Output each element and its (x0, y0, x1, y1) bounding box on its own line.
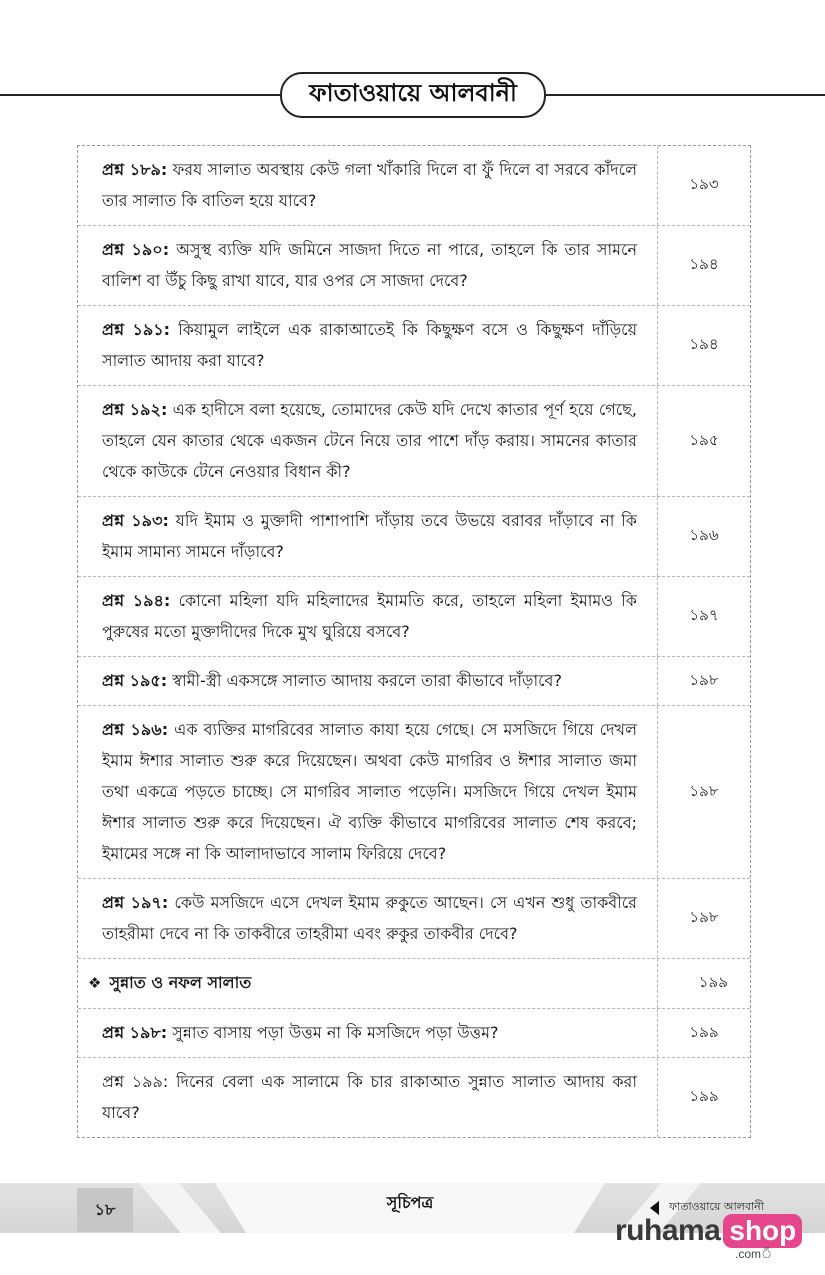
toc-row[interactable] (78, 146, 750, 226)
page-ref: ১৯৬ (689, 526, 719, 544)
toc-row[interactable] (78, 706, 750, 879)
question-text: কিয়ামুল লাইলে এক রাকাআতেই কি কিছুক্ষণ বসে ও কিছুক্ষণ দাঁড়িয়ে সালাত আদায় করা যাবে? (102, 320, 637, 370)
question-text: সুন্নাত বাসায় পড়া উত্তম না কি মসজিদে পড়া উত্তম? (167, 1023, 499, 1042)
page-ref: ১৯৪ (689, 255, 719, 273)
question-number: প্রশ্ন ১৯০: (102, 240, 170, 259)
question-text: অসুস্থ ব্যক্তি যদি জমিনে সাজদা দিতে না পারে, তাহলে কি তার সামনে বালিশ বা উঁচু কিছু রাখা যাবে, যার ওপর সে সাজদা দেবে? (102, 240, 638, 290)
arrow-left-icon (650, 1201, 659, 1215)
question-text: দিনের বেলা এক সালামে কি চার রাকাআত সুন্নাত সালাত আদায় করা যাবে? (102, 1072, 637, 1122)
question-text: কেউ মসজিদে এসে দেখল ইমাম রুকুতে আছেন। সে এখন শুধু তাকবীরে তাহরীমা দেবে না কি তাকবীরে তাহরীমা এবং রুকুর তাকবীর দেবে? (102, 893, 637, 943)
page-header-title: ফাতাওয়ায়ে আলবানী (280, 72, 546, 118)
question-number: প্রশ্ন ১৯১: (102, 320, 171, 339)
question-number: প্রশ্ন ১৮৯: (102, 160, 168, 179)
toc-row[interactable] (78, 879, 750, 959)
toc-row[interactable] (78, 306, 750, 386)
question-number: প্রশ্ন ১৯৭: (102, 893, 169, 912)
ruhamashop-logo[interactable] (615, 1214, 802, 1248)
page-number: ১৮ (77, 1188, 133, 1232)
book-reference-label: ফাতাওয়ায়ে আলবানী (669, 1200, 764, 1213)
question-text: এক হাদীসে বলা হয়েছে, তোমাদের কেউ যদি দেখে কাতার পূর্ণ হয়ে গেছে, তাহলে যেন কাতার থেকে একজন টেনে নিয়ে তার পাশে দাঁড় করায়। সামনের কাতার থেকে কাউকে টেনে নেওয়ার বিধান কী? (102, 400, 638, 481)
question-number: প্রশ্ন ১৯৩: (102, 511, 169, 530)
toc-row[interactable] (78, 1009, 750, 1058)
question-number: প্রশ্ন ১৯৪: (102, 591, 171, 610)
question-number: প্রশ্ন ১৯২: (102, 400, 168, 419)
question-number: প্রশ্ন ১৯৬: (102, 720, 169, 739)
footer-title: সূচিপত্র (386, 1193, 434, 1212)
toc-row[interactable] (78, 497, 750, 577)
toc-row[interactable] (78, 657, 750, 706)
page-ref: ১৯৩ (689, 175, 719, 193)
logo-domain-suffix: .comঁ (735, 1247, 773, 1261)
table-of-contents (77, 145, 751, 1138)
toc-section-row[interactable] (78, 959, 750, 1009)
toc-row[interactable] (78, 577, 750, 657)
diamond-bullet-icon: ❖ (88, 974, 102, 992)
question-number: প্রশ্ন ১৯৮: (102, 1023, 168, 1042)
logo-text-ruhama: ruhama (615, 1214, 721, 1247)
toc-row[interactable] (78, 1058, 750, 1137)
page-ref: ১৯৯ (698, 973, 728, 991)
question-number: প্রশ্ন ১৯৯: (102, 1072, 169, 1091)
question-text: যদি ইমাম ও মুক্তাদী পাশাপাশি দাঁড়ায় তবে উভয়ে বরাবর দাঁড়াবে না কি ইমাম সামান্য সামনে দাঁড়াবে? (102, 511, 637, 561)
page-ref: ১৯৮ (689, 670, 719, 689)
page-ref: ১৯৫ (689, 430, 719, 449)
question-text: ফরয সালাত অবস্থায় কেউ গলা খাঁকারি দিলে বা ফুঁ দিলে বা সরবে কাঁদলে তার সালাত কি বাতিল হয়ে যাবে? (102, 160, 637, 210)
page-ref: ১৯৪ (689, 335, 719, 353)
toc-row[interactable] (78, 386, 750, 497)
page-ref: ১৯৯ (689, 1022, 719, 1041)
page-ref: ১৯৮ (689, 781, 719, 800)
question-text: কোনো মহিলা যদি মহিলাদের ইমামতি করে, তাহলে মহিলা ইমামও কি পুরুষের মতো মুক্তাদীদের দিকে মুখ ঘুরিয়ে বসবে? (102, 591, 637, 641)
page-ref: ১৯৮ (689, 908, 719, 926)
question-number: প্রশ্ন ১৯৫: (102, 671, 168, 690)
page-ref: ১৯৭ (689, 606, 719, 624)
question-text: এক ব্যক্তির মাগরিবের সালাত কাযা হয়ে গেছে। সে মসজিদে গিয়ে দেখল ইমাম ঈশার সালাত শুরু করে দিয়েছেন। অথবা কেউ মাগরিব ও ঈশার সালাত জমা তথা একত্রে পড়তে চাচ্ছে। সে মাগরিব সালাত পড়েনি। মসজিদে গিয়ে দেখল ইমাম ঈশার সালাত শুরু করে দিয়েছেন। ঐ ব্যক্তি কীভাবে মাগরিবের সালাত শেষ করবে; ইমামের সঙ্গে না কি আলাদাভাবে সালাম ফিরিয়ে দেবে? (102, 720, 637, 863)
logo-text-shop: shop (723, 1214, 802, 1248)
question-text: স্বামী-স্ত্রী একসঙ্গে সালাত আদায় করলে তারা কীভাবে দাঁড়াবে? (167, 671, 562, 690)
toc-row[interactable] (78, 226, 750, 306)
page-ref: ১৯৯ (689, 1087, 719, 1105)
section-label: সুন্নাত ও নফল সালাত (109, 973, 252, 992)
